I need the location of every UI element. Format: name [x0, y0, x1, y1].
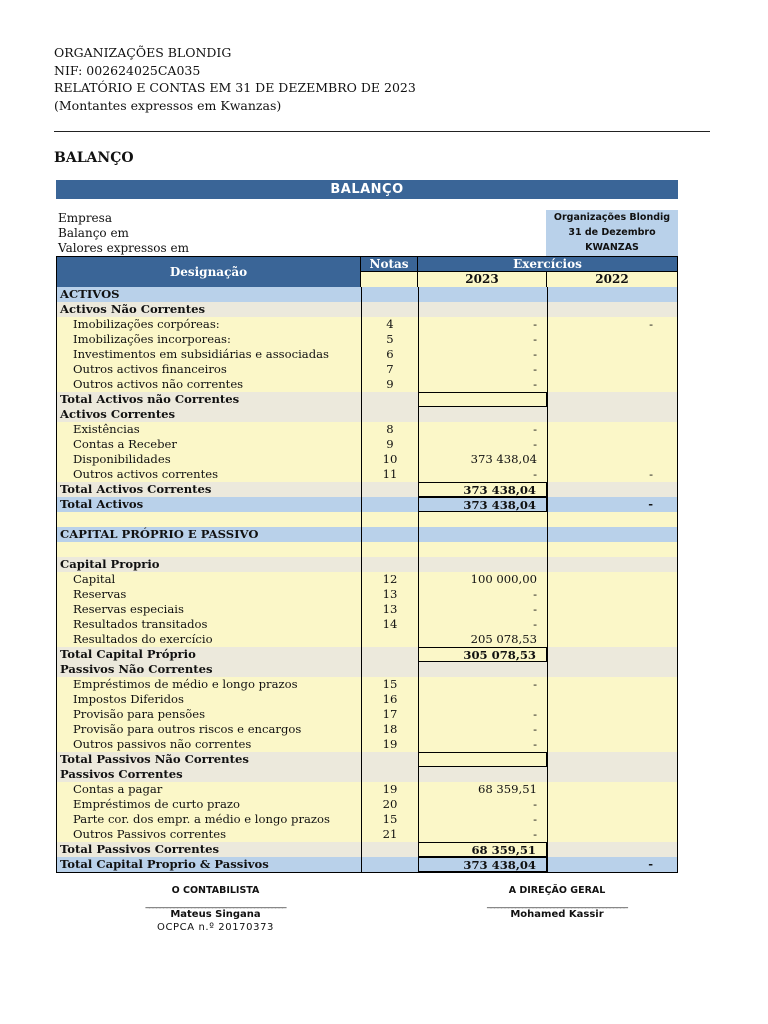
row-value-2022 — [547, 632, 677, 647]
row-value-2023: 68 359,51 — [418, 782, 547, 797]
row-label: Capital Proprio — [57, 557, 361, 572]
row-nota — [361, 767, 418, 782]
row-nota — [361, 497, 418, 512]
row-label: Resultados transitados — [57, 617, 361, 632]
table-row — [57, 317, 677, 332]
row-value-2022 — [547, 287, 677, 302]
row-value-2022: - — [547, 857, 677, 872]
row-label: Outros activos não correntes — [57, 377, 361, 392]
row-nota: 4 — [361, 317, 418, 332]
col-header-year-2023: 2023 — [418, 271, 547, 287]
signature-registration: OCPCA n.º 20170373 — [157, 922, 274, 933]
row-value-2023 — [418, 527, 547, 542]
signature-role: O CONTABILISTA — [171, 885, 260, 896]
table-header — [56, 256, 678, 287]
row-label: ACTIVOS — [57, 287, 361, 302]
header-divider — [54, 131, 710, 132]
row-value-2023: - — [418, 587, 547, 602]
col-header-notas-fill — [361, 271, 418, 287]
col-header-notas: Notas — [361, 257, 418, 271]
row-value-2022 — [547, 452, 677, 467]
row-value-2023: - — [418, 602, 547, 617]
balance-banner: BALANÇO — [56, 180, 678, 199]
table-row — [57, 557, 677, 572]
row-value-2023: - — [418, 467, 547, 482]
company-name: ORGANIZAÇÕES BLONDIG — [54, 45, 232, 60]
table-row — [57, 572, 677, 587]
row-value-2023: - — [418, 797, 547, 812]
row-label: Existências — [57, 422, 361, 437]
row-label: Contas a Receber — [57, 437, 361, 452]
row-label: Total Passivos Correntes — [57, 842, 361, 857]
row-label: Activos Correntes — [57, 407, 361, 422]
row-label: Passivos Não Correntes — [57, 662, 361, 677]
row-nota: 11 — [361, 467, 418, 482]
row-value-2023 — [418, 662, 547, 677]
row-label: Outros Passivos correntes — [57, 827, 361, 842]
row-label: Contas a pagar — [57, 782, 361, 797]
row-value-2022 — [547, 302, 677, 317]
row-label: Impostos Diferidos — [57, 692, 361, 707]
table-row — [57, 662, 677, 677]
row-value-2022 — [547, 767, 677, 782]
row-value-2023: - — [418, 737, 547, 752]
row-nota — [361, 482, 418, 497]
row-value-2023 — [418, 302, 547, 317]
row-value-2023 — [418, 407, 547, 422]
signature-contabilista — [108, 885, 323, 933]
table-row — [57, 722, 677, 737]
signature-name: Mateus Singana — [170, 909, 261, 920]
row-label: CAPITAL PRÓPRIO E PASSIVO — [57, 527, 361, 542]
table-row — [57, 812, 677, 827]
table-row — [57, 392, 677, 407]
table-row — [57, 782, 677, 797]
row-value-2023: 205 078,53 — [418, 632, 547, 647]
col-header-designacao: Designação — [57, 257, 361, 287]
table-row — [57, 677, 677, 692]
meta-values-box — [546, 210, 678, 256]
table-row — [57, 707, 677, 722]
row-value-2022 — [547, 557, 677, 572]
table-row — [57, 437, 677, 452]
row-value-2023: - — [418, 317, 547, 332]
row-value-2023 — [418, 512, 547, 527]
row-nota: 13 — [361, 587, 418, 602]
row-label: Reservas — [57, 587, 361, 602]
row-nota: 7 — [361, 362, 418, 377]
row-value-2022 — [547, 512, 677, 527]
row-value-2023: - — [418, 422, 547, 437]
row-label: Capital — [57, 572, 361, 587]
row-value-2023 — [418, 392, 547, 407]
row-value-2023: - — [418, 812, 547, 827]
table-row — [57, 737, 677, 752]
row-label: Imobilizações corpóreas: — [57, 317, 361, 332]
row-value-2022 — [547, 482, 677, 497]
row-value-2022 — [547, 617, 677, 632]
table-row — [57, 797, 677, 812]
table-row — [57, 587, 677, 602]
table-row — [57, 527, 677, 542]
row-label: Outros activos correntes — [57, 467, 361, 482]
section-title: BALANÇO — [54, 150, 134, 166]
table-row — [57, 617, 677, 632]
meta-label-balanco-em: Balanço em — [58, 226, 129, 240]
row-label: Parte cor. dos empr. a médio e longo prazos — [57, 812, 361, 827]
row-value-2022 — [547, 722, 677, 737]
table-row — [57, 767, 677, 782]
row-value-2022 — [547, 572, 677, 587]
signature-role: A DIREÇÃO GERAL — [508, 885, 606, 896]
row-nota: 9 — [361, 437, 418, 452]
row-value-2022 — [547, 542, 677, 557]
row-value-2022 — [547, 587, 677, 602]
signature-name: Mohamed Kassir — [510, 909, 604, 920]
row-value-2023: - — [418, 332, 547, 347]
row-value-2022 — [547, 362, 677, 377]
table-row — [57, 542, 677, 557]
row-value-2023: 373 438,04 — [418, 857, 547, 872]
row-nota — [361, 557, 418, 572]
row-nota — [361, 302, 418, 317]
row-value-2022 — [547, 422, 677, 437]
row-nota: 20 — [361, 797, 418, 812]
row-nota: 16 — [361, 692, 418, 707]
meta-value-moeda: KWANZAS — [585, 242, 639, 253]
row-value-2023 — [418, 752, 547, 767]
row-value-2022 — [547, 647, 677, 662]
row-value-2022 — [547, 677, 677, 692]
row-nota — [361, 407, 418, 422]
row-value-2023 — [418, 767, 547, 782]
table-row — [57, 842, 677, 857]
col-header-exercicios: Exercícios — [418, 257, 677, 271]
row-label: Outros activos financeiros — [57, 362, 361, 377]
row-value-2022: - — [547, 467, 677, 482]
row-label: Outros passivos não correntes — [57, 737, 361, 752]
row-nota — [361, 662, 418, 677]
row-value-2023: - — [418, 362, 547, 377]
row-value-2022 — [547, 812, 677, 827]
row-value-2023: 373 438,04 — [418, 452, 547, 467]
row-value-2023: - — [418, 722, 547, 737]
table-row — [57, 827, 677, 842]
balance-table — [56, 256, 678, 873]
table-row — [57, 632, 677, 647]
row-nota — [361, 647, 418, 662]
report-header — [54, 44, 416, 114]
row-value-2023 — [418, 692, 547, 707]
meta-label-valores: Valores expressos em — [58, 241, 189, 255]
row-value-2023: - — [418, 437, 547, 452]
row-label: Total Capital Proprio & Passivos — [57, 857, 361, 872]
row-value-2023: 373 438,04 — [418, 497, 547, 512]
table-row — [57, 377, 677, 392]
row-value-2022 — [547, 782, 677, 797]
row-nota: 5 — [361, 332, 418, 347]
row-value-2022 — [547, 407, 677, 422]
row-value-2022 — [547, 737, 677, 752]
row-label: Empréstimos de curto prazo — [57, 797, 361, 812]
row-nota: 14 — [361, 617, 418, 632]
row-value-2022 — [547, 392, 677, 407]
row-nota — [361, 542, 418, 557]
row-value-2022: - — [547, 497, 677, 512]
row-value-2023: - — [418, 707, 547, 722]
row-nota: 17 — [361, 707, 418, 722]
table-row — [57, 362, 677, 377]
row-nota: 8 — [361, 422, 418, 437]
row-value-2022 — [547, 662, 677, 677]
row-value-2023: - — [418, 677, 547, 692]
table-row — [57, 422, 677, 437]
row-label: Activos Não Correntes — [57, 302, 361, 317]
signature-line: ________________________________________ — [487, 899, 627, 909]
row-label: Total Capital Próprio — [57, 647, 361, 662]
nif-line: NIF: 002624025CA035 — [54, 62, 201, 78]
row-label: Total Activos não Correntes — [57, 392, 361, 407]
report-title: RELATÓRIO E CONTAS EM 31 DE DEZEMBRO DE 2023 — [54, 80, 416, 95]
table-row — [57, 647, 677, 662]
row-nota — [361, 632, 418, 647]
col-header-year-2022: 2022 — [547, 271, 677, 287]
meta-labels — [58, 211, 189, 256]
row-value-2023: 100 000,00 — [418, 572, 547, 587]
currency-note: (Montantes expressos em Kwanzas) — [54, 97, 282, 113]
row-value-2023: 373 438,04 — [418, 482, 547, 497]
row-value-2023 — [418, 542, 547, 557]
row-nota: 12 — [361, 572, 418, 587]
row-label: Provisão para outros riscos e encargos — [57, 722, 361, 737]
table-row — [57, 287, 677, 302]
row-nota: 6 — [361, 347, 418, 362]
row-nota — [361, 752, 418, 767]
row-label: Reservas especiais — [57, 602, 361, 617]
table-row — [57, 602, 677, 617]
meta-value-data: 31 de Dezembro — [568, 227, 656, 238]
row-value-2022 — [547, 437, 677, 452]
row-nota — [361, 392, 418, 407]
row-nota: 9 — [361, 377, 418, 392]
row-label: Total Passivos Não Correntes — [57, 752, 361, 767]
row-nota: 18 — [361, 722, 418, 737]
row-value-2023: 305 078,53 — [418, 647, 547, 662]
row-value-2022 — [547, 842, 677, 857]
table-row — [57, 467, 677, 482]
row-value-2022 — [547, 692, 677, 707]
table-row — [57, 512, 677, 527]
meta-value-empresa: Organizações Blondig — [553, 212, 671, 223]
row-value-2023 — [418, 287, 547, 302]
row-label: Total Activos Correntes — [57, 482, 361, 497]
row-value-2022 — [547, 602, 677, 617]
row-value-2022 — [547, 827, 677, 842]
row-value-2022 — [547, 707, 677, 722]
row-value-2022 — [547, 752, 677, 767]
row-nota: 19 — [361, 737, 418, 752]
row-value-2022 — [547, 332, 677, 347]
table-row — [57, 752, 677, 767]
row-label: Resultados do exercício — [57, 632, 361, 647]
row-nota — [361, 512, 418, 527]
meta-label-empresa: Empresa — [58, 211, 112, 225]
table-row — [57, 332, 677, 347]
row-value-2023: - — [418, 827, 547, 842]
table-body — [56, 287, 678, 873]
row-nota: 21 — [361, 827, 418, 842]
row-label: Total Activos — [57, 497, 361, 512]
row-value-2023: 68 359,51 — [418, 842, 547, 857]
row-value-2022 — [547, 377, 677, 392]
row-value-2023: - — [418, 617, 547, 632]
table-row — [57, 482, 677, 497]
row-nota: 15 — [361, 677, 418, 692]
table-row — [57, 857, 677, 872]
row-nota: 10 — [361, 452, 418, 467]
row-value-2022: - — [547, 317, 677, 332]
table-row — [57, 302, 677, 317]
row-value-2023 — [418, 557, 547, 572]
row-nota: 13 — [361, 602, 418, 617]
row-nota: 15 — [361, 812, 418, 827]
row-label: Passivos Correntes — [57, 767, 361, 782]
table-row — [57, 407, 677, 422]
row-value-2023: - — [418, 377, 547, 392]
table-row — [57, 347, 677, 362]
row-label: Imobilizações incorporeas: — [57, 332, 361, 347]
row-value-2022 — [547, 797, 677, 812]
signature-direcao — [448, 885, 666, 920]
row-nota — [361, 527, 418, 542]
row-nota: 19 — [361, 782, 418, 797]
row-label: Investimentos em subsidiárias e associadas — [57, 347, 361, 362]
row-label: Disponibilidades — [57, 452, 361, 467]
row-label: Empréstimos de médio e longo prazos — [57, 677, 361, 692]
row-value-2023: - — [418, 347, 547, 362]
row-value-2022 — [547, 527, 677, 542]
table-row — [57, 497, 677, 512]
row-label: Provisão para pensões — [57, 707, 361, 722]
table-row — [57, 452, 677, 467]
table-row — [57, 692, 677, 707]
row-label — [57, 512, 361, 527]
signature-line: ________________________________________ — [145, 899, 286, 909]
row-label — [57, 542, 361, 557]
row-nota — [361, 842, 418, 857]
row-value-2022 — [547, 347, 677, 362]
row-nota — [361, 857, 418, 872]
row-nota — [361, 287, 418, 302]
